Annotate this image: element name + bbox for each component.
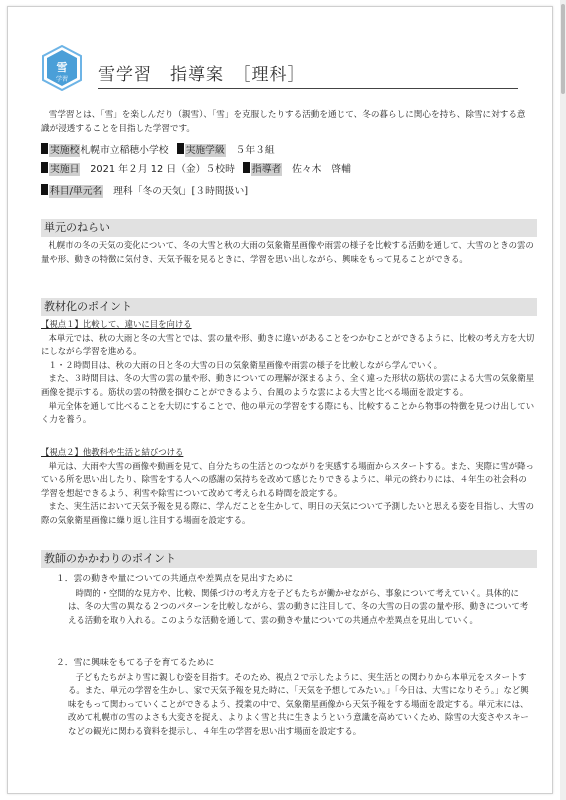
title-underline: [98, 88, 518, 89]
paragraph: 本単元では、秋の大雨と冬の大雪とでは、雲の量や形、動きに違いがあることをつかむことができるように、比較の考え方を大切にしながら学習を進める。: [41, 332, 535, 357]
paragraph: また、実生活において天気予報を見る際に、学んだことを生かして、明日の天気について予測したいと思える姿を目指し、大雪の際の気象衛星画像に繰り返し注目する場面を設定する。: [41, 501, 534, 525]
point-2-heading: ２．雪に興味をもてる子を育てるために: [56, 658, 215, 668]
section-heading-teacher: 教師のかかわりのポイント: [41, 550, 537, 568]
grade-label: 実施学級: [185, 145, 225, 156]
paragraph: 単元全体を通して比べることを大切にすることで、他の単元の学習をする際にも、比較することから物事の特徴を見つけ出していく力を養う。: [41, 400, 535, 425]
bullet-square: [41, 143, 48, 154]
bullet-square: [41, 184, 48, 195]
document-header: [40, 45, 520, 93]
date-label: 実施日: [50, 164, 80, 175]
subject-label: 科目/単元名: [50, 186, 103, 197]
bullet-square: [177, 143, 184, 154]
intro-text: 雪学習とは、「雪」を楽しんだり（親雪）、「雪」を克服したりする活動を通じて、冬の暮らしに関心を持ち、除雪に対する意識が浸透することを目指した学習です。: [41, 110, 526, 134]
aim-text: 札幌市の冬の天気の変化について、冬の大雪と秋の大雨の気象衛星画像や雨雲の様子を比較する活動を通して、大雪のときの雲の量や形、動きの特徴に気付き、天気予報を見るときに、学習を思い出しながら、興味をもって見ることができる。: [41, 240, 534, 264]
grade-value: ５年３組: [235, 145, 275, 156]
svg-text:学習: 学習: [55, 76, 69, 83]
info-row-school: [41, 142, 275, 156]
teacher-value: 佐々木 啓輔: [292, 164, 351, 175]
viewpoint-2-title: 【視点２】他教科や生活と結びつける: [41, 447, 184, 457]
document-page: [7, 6, 553, 794]
info-row-date: [41, 161, 351, 175]
section-heading-points: 教材化のポイント: [41, 298, 537, 316]
scrollbar-thumb[interactable]: [561, 4, 565, 94]
section-heading-aim: 単元のねらい: [41, 219, 537, 237]
viewpoint-1-title: 【視点１】比較して、違いに目を向ける: [41, 319, 192, 329]
teacher-point-1: [56, 573, 534, 627]
paragraph: また、３時間目は、冬の大雪の雲の量や形、動きについての理解が深まるよう、全く違った形状の筋状の雲による大雪の気象衛星画像を提示する。筋状の雲の特徴を掴むことができるよう、台風のような雲による大雪と比べる場面を設定する。: [41, 373, 535, 397]
paragraph: １・２時間目は、秋の大雨の日と冬の大雪の日の気象衛星画像や雨雲の様子を比較しながら学んでいく。: [48, 359, 443, 370]
page-title: 雪学習 指導案 ［理科］: [98, 65, 306, 85]
bullet-square: [243, 162, 250, 173]
subject-value: 理科「冬の天気」[３時間扱い]: [113, 186, 249, 197]
paragraph: 単元は、大雨や大雪の画像や動画を見て、自分たちの生活とのつながりを実感する場面からスタートする。また、実際に雪が降っている所を思い出したり、除雪をする人への感謝の気持ちを改めて感じたりできるように、単元の終わりには、４年生の社会科の学習を想起できるよう、利雪や除雪について改めて考えられる時間を設定する。: [41, 460, 534, 498]
points-viewpoint-2: [41, 446, 535, 528]
point-1-body: 時間的・空間的な見方や、比較、関係づけの考え方を子どもたちが働かせながら、事象について考えていく。具体的には、冬の大雪の異なる２つのパターンを比較しながら、雲の動きに注目して、冬の大雪の日の雲の量や形、動きについて考える活動を取り入れる。このような活動を通して、雲の動きや量についての共通点や差異点を見出していく。: [68, 587, 529, 625]
snow-learning-logo: [40, 45, 84, 91]
point-2-body: 子どもたちがより雪に親しむ姿を目指す。そのため、視点２で示したように、実生活との関わりから本単元をスタートする。また、単元の学習を生かし、家で天気予報を見た時に、「天気を予想してみたい。」「今日は、大雪になりそう。」など興味をもって関わっていくことができるよう、授業の中で、気象衛星画像から天気予報をする場面を設定する。単元末には、改めて札幌市の雪のよさも大変さを捉え、よりよく雪と共に生きようという意識を高めていくため、除雪の大変さやスキーなどの観光に関わる資料を提示し、４年生の学習を思い出す場面を設定する。: [68, 671, 529, 736]
teacher-point-2: [56, 657, 534, 739]
school-value: 札幌市立稲穂小学校: [80, 145, 169, 156]
teacher-label: 指導者: [251, 164, 282, 175]
svg-text:雪: 雪: [56, 61, 68, 74]
date-value: 2021 年２月 12 日（金）５校時: [90, 164, 235, 175]
school-label: 実施校: [50, 145, 80, 156]
info-row-subject: [41, 183, 248, 197]
points-viewpoint-1: [41, 318, 535, 427]
point-1-heading: １．雲の動きや量についての共通点や差異点を見出すために: [56, 574, 294, 584]
bullet-square: [41, 162, 48, 173]
vertical-scrollbar[interactable]: [560, 0, 566, 800]
